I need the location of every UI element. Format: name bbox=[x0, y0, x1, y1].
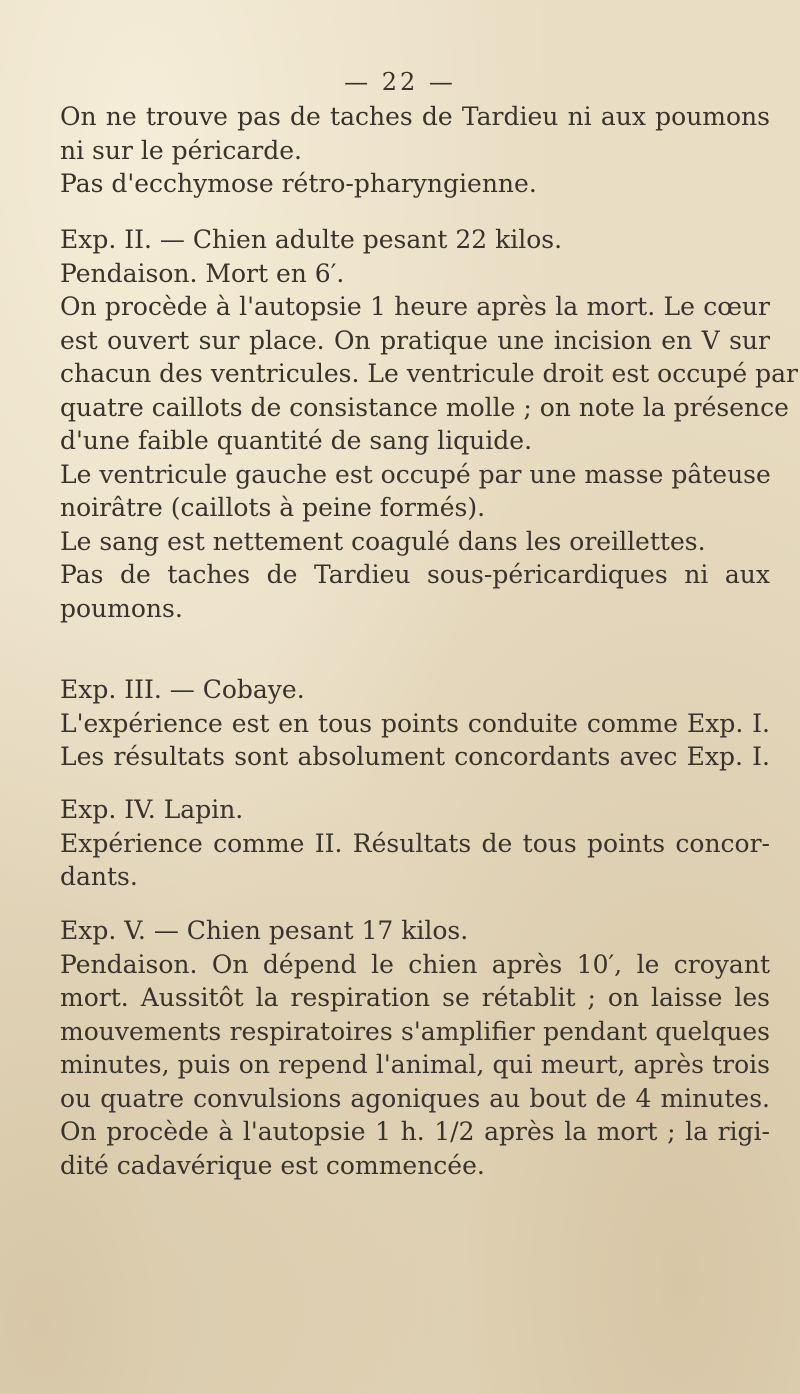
text-line: Pendaison. Mort en 6′. bbox=[60, 258, 345, 288]
text-line: Exp. II. — Chien adulte pesant 22 kilos. bbox=[60, 225, 563, 254]
text-line: On procède à l'autopsie 1 heure après la mort. Le cœur bbox=[60, 292, 770, 321]
paragraph-exp-2 bbox=[60, 223, 798, 625]
paragraph-exp-5 bbox=[60, 914, 770, 1182]
text-line: poumons. bbox=[60, 593, 183, 623]
paragraph-exp-3 bbox=[60, 673, 770, 774]
text-line: Pas de taches de Tardieu sous-péricardiques ni aux bbox=[60, 560, 770, 589]
text-line: Les résultats sont absolument concordants avec Exp. I. bbox=[60, 742, 770, 771]
text-line: mouvements respiratoires s'amplifier pendant quelques bbox=[60, 1016, 770, 1046]
text-line: d'une faible quantité de sang liquide. bbox=[60, 426, 533, 455]
text-line: dants. bbox=[60, 862, 138, 891]
text-line: Le sang est nettement coagulé dans les oreillettes. bbox=[60, 526, 706, 556]
text-line: mort. Aussitôt la respiration se rétablit ; on laisse les bbox=[60, 983, 770, 1012]
text-line: Pas d'ecchymose rétro-pharyngienne. bbox=[60, 169, 537, 198]
text-line: dité cadavérique est commencée. bbox=[60, 1150, 485, 1180]
text-line: chacun des ventricules. Le ventricule droit est occupé par bbox=[60, 359, 798, 388]
text-line: noirâtre (caillots à peine formés). bbox=[60, 493, 486, 522]
text-line: est ouvert sur place. On pratique une incision en V sur bbox=[60, 325, 770, 355]
text-line: quatre caillots de consistance molle ; on note la présence bbox=[60, 392, 789, 422]
text-line: On procède à l'autopsie 1 h. 1/2 après la mort ; la rigi- bbox=[60, 1117, 770, 1146]
text-line: On ne trouve pas de taches de Tardieu ni aux poumons bbox=[60, 102, 770, 131]
text-line: minutes, puis on repend l'animal, qui meurt, après trois bbox=[60, 1050, 770, 1079]
text-line: Exp. III. — Cobaye. bbox=[60, 675, 305, 704]
text-line: ou quatre convulsions agoniques au bout de 4 minutes. bbox=[60, 1083, 770, 1113]
text-line: ni sur le péricarde. bbox=[60, 135, 302, 165]
page-number: — 22 — bbox=[344, 68, 456, 96]
text-line: Le ventricule gauche est occupé par une masse pâteuse bbox=[60, 459, 771, 489]
text-line: L'expérience est en tous points conduite comme Exp. I. bbox=[60, 708, 770, 738]
text-line: Exp. V. — Chien pesant 17 kilos. bbox=[60, 916, 469, 945]
paragraph-intro bbox=[60, 100, 770, 201]
text-line: Expérience comme II. Résultats de tous points concor- bbox=[60, 828, 770, 858]
text-line: Exp. IV. Lapin. bbox=[60, 795, 244, 824]
text-line: Pendaison. On dépend le chien après 10′, le croyant bbox=[60, 949, 770, 979]
paragraph-exp-4 bbox=[60, 793, 770, 894]
